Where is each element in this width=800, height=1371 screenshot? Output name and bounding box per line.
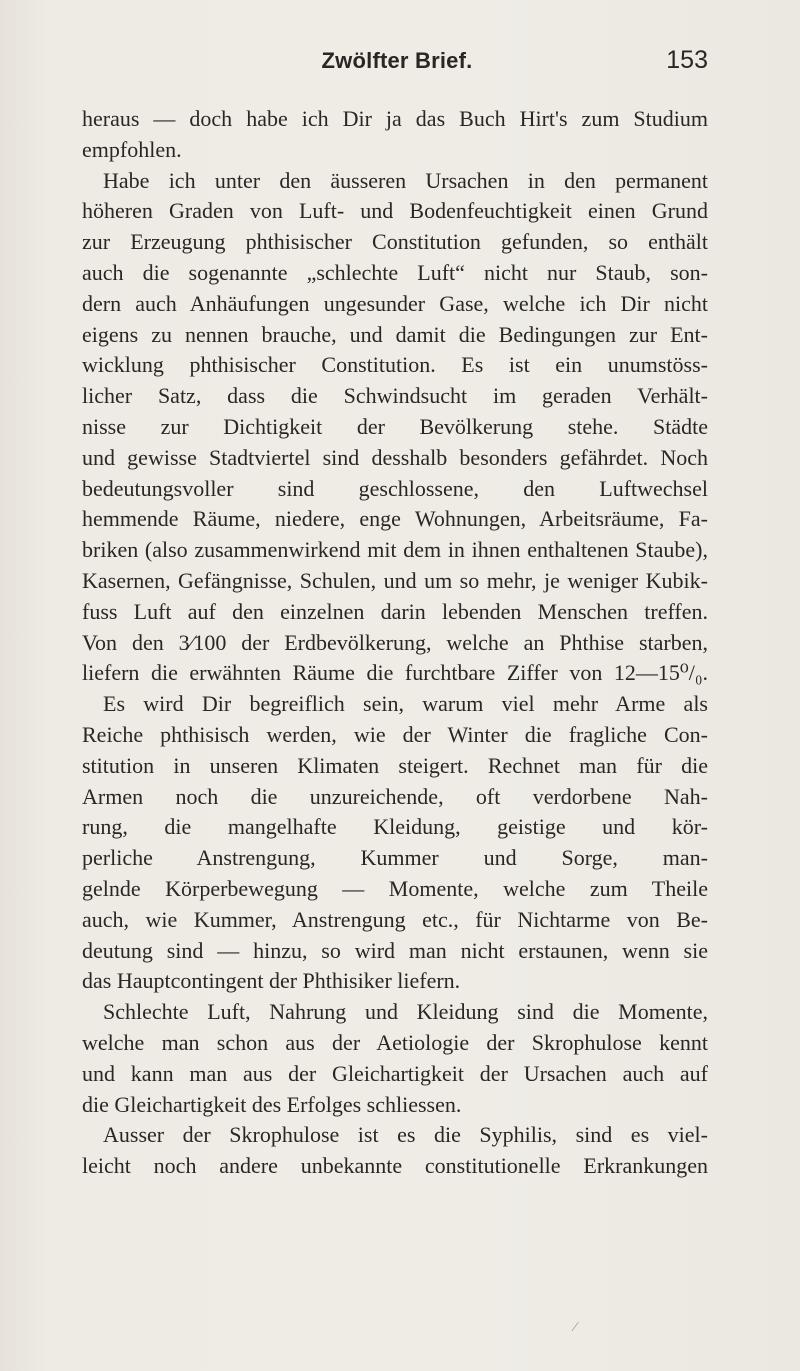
text-line: eigens zu nennen brauche, und damit die Bedingungen zur Ent- xyxy=(82,321,708,347)
text-line: briken (also zusammenwirkend mit dem in ihnen enthaltenen Staube), xyxy=(82,537,708,563)
text-line: empfohlen. xyxy=(82,136,182,162)
text-line: höheren Graden von Luft- und Bodenfeuchtigkeit einen Grund xyxy=(82,198,708,224)
text-line: wicklung phthisischer Constitution. Es ist ein unumstöss- xyxy=(82,352,708,378)
running-title: Zwölfter Brief. xyxy=(321,48,473,73)
text-line: leicht noch andere unbekannte constitutionelle Erkrankungen xyxy=(82,1153,708,1179)
text-line: Schlechte Luft, Nahrung und Kleidung sind die Momente, xyxy=(103,999,708,1025)
page-header xyxy=(86,44,708,84)
text-line: auch, wie Kummer, Anstrengung etc., für Nichtarme von Be- xyxy=(82,906,708,932)
text-line: gelnde Körperbewegung — Momente, welche zum Theile xyxy=(82,875,708,901)
text-line: Reiche phthisisch werden, wie der Winter die fragliche Con- xyxy=(82,721,708,747)
text-line: die Gleichartigkeit des Erfolges schliessen. xyxy=(82,1091,462,1117)
text-line: Kasernen, Gefängnisse, Schulen, und um so mehr, je weniger Kubik- xyxy=(82,567,708,593)
text-line: Es wird Dir begreiflich sein, warum viel mehr Arme als xyxy=(103,691,708,717)
text-line: hemmende Räume, niedere, enge Wohnungen, Arbeitsräume, Fa- xyxy=(82,506,708,532)
text-line: Ausser der Skrophulose ist es die Syphilis, sind es viel- xyxy=(103,1122,708,1148)
text-line: deutung sind — hinzu, so wird man nicht erstaunen, wenn sie xyxy=(82,937,708,963)
text-line: rung, die mangelhafte Kleidung, geistige und kör- xyxy=(82,814,708,840)
text-line: zur Erzeugung phthisischer Constitution gefunden, so enthält xyxy=(82,229,708,255)
text-line: Armen noch die unzureichende, oft verdorbene Nah- xyxy=(82,783,708,809)
text-line: auch die sogenannte „schlechte Luft“ nicht nur Staub, son- xyxy=(82,259,708,285)
text-line: und gewisse Stadtviertel sind desshalb besonders gefährdet. Noch xyxy=(82,444,708,470)
text-line: perliche Anstrengung, Kummer und Sorge, man- xyxy=(82,845,708,871)
text-line: Habe ich unter den äusseren Ursachen in den permanent xyxy=(103,167,708,193)
text-line: liefern die erwähnten Räume die furchtbare Ziffer von 12—15⁰/₀. xyxy=(82,660,708,686)
text-line: das Hauptcontingent der Phthisiker liefern. xyxy=(82,968,461,994)
text-line: und kann man aus der Gleichartigkeit der Ursachen auch auf xyxy=(82,1060,708,1086)
text-line: licher Satz, dass die Schwindsucht im geraden Verhält- xyxy=(82,383,708,409)
text-line: Von den 3⁄100 der Erdbevölkerung, welche an Phthise starben, xyxy=(82,629,708,655)
body-text xyxy=(82,104,708,1182)
page-number: 153 xyxy=(666,46,708,74)
text-line: heraus — doch habe ich Dir ja das Buch Hirt's zum Studium xyxy=(82,106,708,131)
text-line: welche man schon aus der Aetiologie der Skrophulose kennt xyxy=(82,1029,708,1055)
text-line: fuss Luft auf den einzelnen darin lebenden Menschen treffen. xyxy=(82,598,708,624)
ink-mark: ⁄ xyxy=(574,1320,577,1335)
text-line: dern auch Anhäufungen ungesunder Gase, welche ich Dir nicht xyxy=(82,290,708,316)
text-line: bedeutungsvoller sind geschlossene, den Luftwechsel xyxy=(82,475,708,501)
text-line: nisse zur Dichtigkeit der Bevölkerung stehe. Städte xyxy=(82,413,708,439)
text-line: stitution in unseren Klimaten steigert. Rechnet man für die xyxy=(82,752,708,778)
